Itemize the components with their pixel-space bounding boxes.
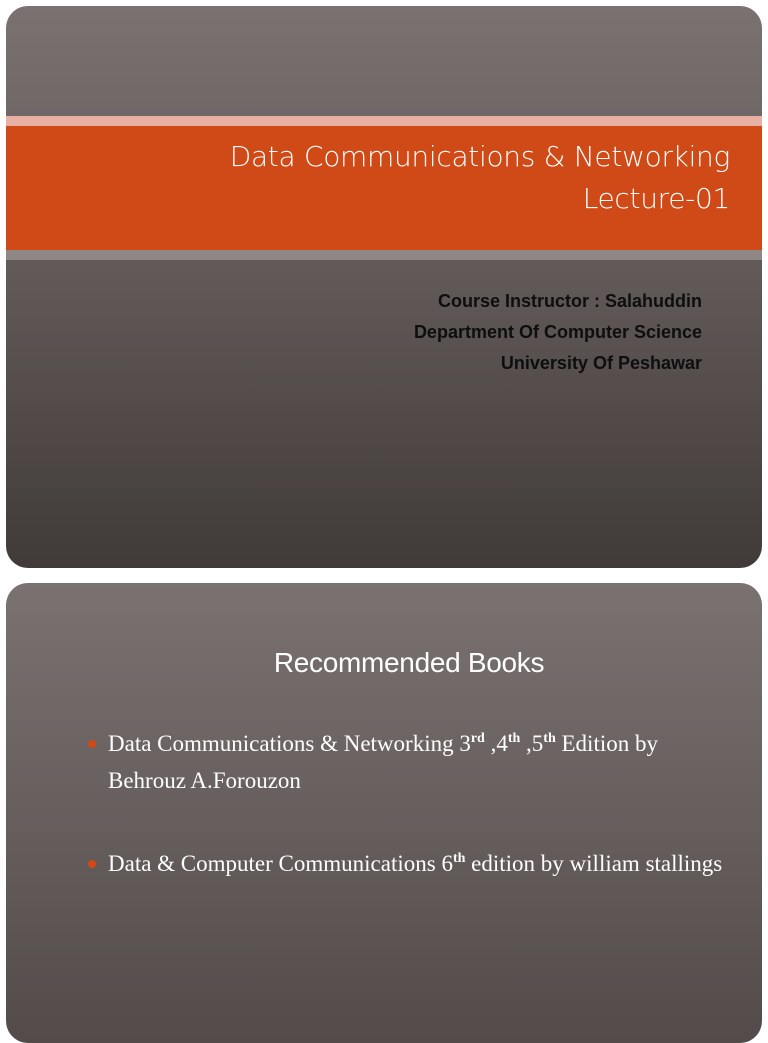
books-slide <box>6 583 762 1043</box>
department-text: Department Of Computer Science <box>413 322 702 342</box>
university-text: University Of Peshawar <box>500 353 702 373</box>
book1-text-b: ,4 <box>484 731 508 756</box>
book-item-forouzan <box>108 725 738 799</box>
bullet-icon <box>88 740 96 748</box>
title-line-2: Lecture-01 <box>582 182 730 215</box>
book2-sup-a: th <box>452 851 466 866</box>
book1-text-a: Data Communications & Networking 3 <box>108 731 471 756</box>
title-line-1: Data Communications & Networking <box>229 140 730 173</box>
book1-text-c: ,5 <box>520 731 544 756</box>
bullet-icon <box>88 860 96 868</box>
instructor-text: Course Instructor : Salahuddin <box>437 291 702 311</box>
title-band-accent-top <box>6 116 762 126</box>
book2-text-b: edition by william stallings <box>465 851 723 876</box>
title-slide <box>6 6 762 568</box>
book1-sup-a: rd <box>470 731 485 746</box>
book1-sup-b: th <box>507 731 521 746</box>
title-band-accent-bottom <box>6 250 762 260</box>
slide-title <box>230 136 730 220</box>
slide-subtitle <box>414 286 702 379</box>
book-item-stallings <box>108 845 738 882</box>
book1-text-d: Edition by Behrouz A.Forouzon <box>108 731 658 793</box>
book1-sup-c: th <box>543 731 556 746</box>
books-heading: Recommended Books <box>273 647 545 678</box>
book2-text-a: Data & Computer Communications 6 <box>108 851 453 876</box>
